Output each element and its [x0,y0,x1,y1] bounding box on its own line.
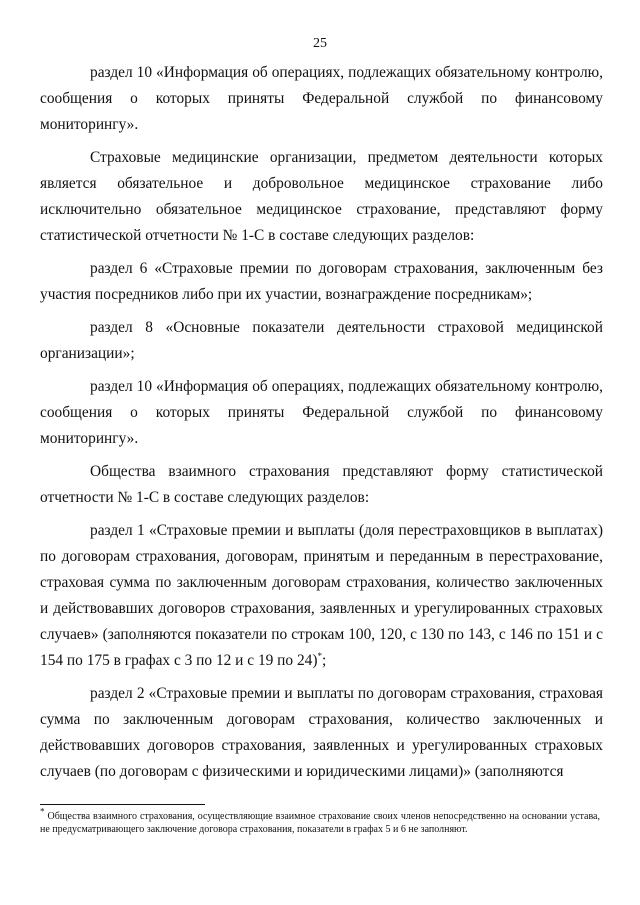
paragraph-section10-repeat: раздел 10 «Информация об операциях, подлежащих обязательному контролю, сообщения о которых приняты Федеральной службой по финансовому мониторингу». [40,378,603,447]
paragraph-section8: раздел 8 «Основные показатели деятельности страховой медицинской организации»; [40,319,603,362]
section1-tail: ; [321,652,327,669]
footnote-divider [40,804,205,805]
paragraph-section6: раздел 6 «Страховые премии по договорам страхования, заключенным без участия посредников либо при их участии, вознаграждение посредникам»; [40,260,603,303]
page-number: 25 [313,36,327,51]
paragraph-section10-fin-monitoring: раздел 10 «Информация об операциях, подлежащих обязательному контролю, сообщения о которых приняты Федеральной службой по финансовому мониторингу». [40,64,603,133]
footnote-text: Общества взаимного страхования, осуществляющие взаимное страхование своих членов непосредственно на основании устава, не предусматривающего заключение договора страхования, показатели в графах 5 и 6 не заполняют. [40,811,600,835]
paragraph-section2: раздел 2 «Страховые премии и выплаты по договорам страхования, страховая сумма по заключенным договорам страхования, количество заключенных и действовавших договоров страхования, заявленных и урегулированных страховых случаев (по договорам с физическими и юридическими лицами)» (заполняются [40,685,603,780]
footnote-marker: * [40,806,45,817]
paragraph-medical-insurers: Страховые медицинские организации, предметом деятельности которых является обязательное и добровольное медицинское страхование либо исключительно обязательное медицинское страхование, представляют форму статистической отчетности № 1-С в составе следующих разделов: [40,149,603,244]
paragraph-mutual-insurance: Общества взаимного страхования представляют форму статистической отчетности № 1-С в составе следующих разделов: [40,463,603,506]
paragraph-section1 [40,518,603,674]
document-body [40,60,603,792]
section1-text: раздел 1 «Страховые премии и выплаты (доля перестраховщиков в выплатах) по договорам страхования, договорам, принятым и переданным в перестрахование, страховая сумма по заключенным договорам страхования, количество заключенных и действовавших договоров страхования, заявленных и урегулированных страховых случаев» (заполняются показатели по строкам 100, 120, с 130 по 143, с 146 по 151 и с 154 по 175 в графах с 3 по 12 и с 19 по 24) [40,522,603,669]
footnote-reference: * [317,650,322,661]
footnote [40,806,600,836]
